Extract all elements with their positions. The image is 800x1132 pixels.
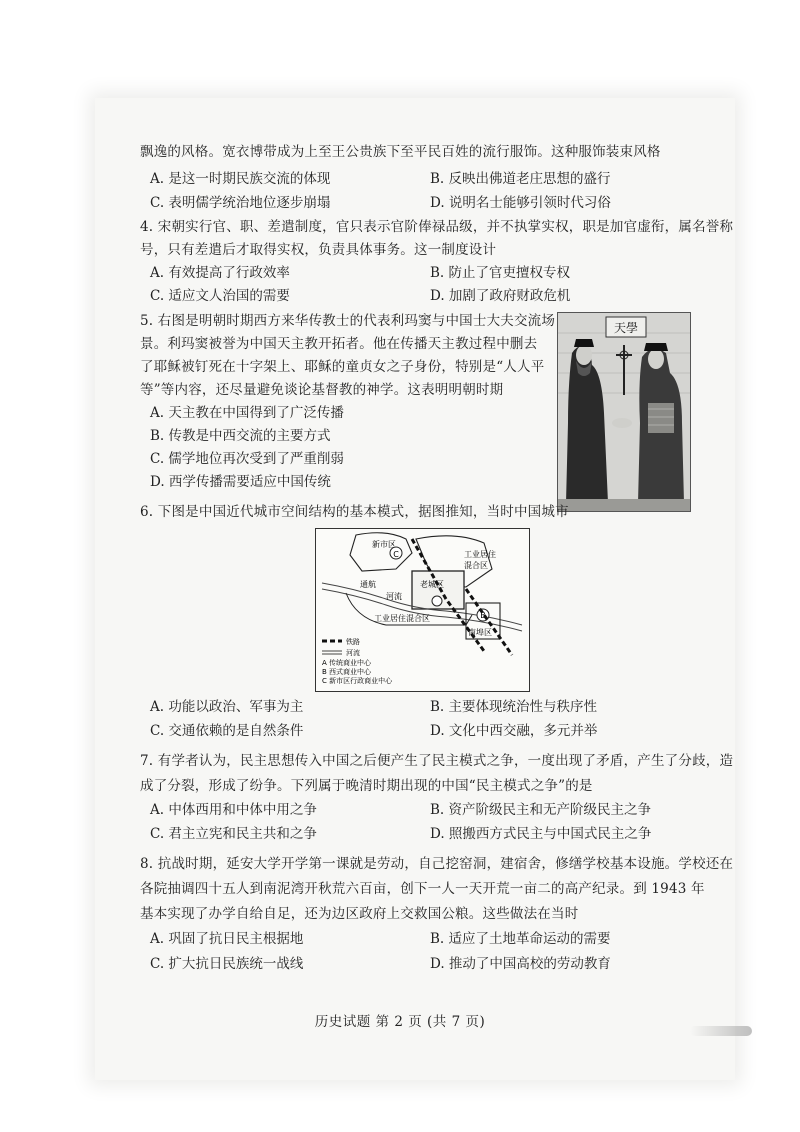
- q5-option-a: A. 天主教在中国得到了广泛传播: [150, 405, 344, 421]
- map-label-concession: 南埠区: [468, 628, 492, 637]
- q4-option-b: B. 防止了官吏擅权专权: [430, 265, 571, 281]
- q7-option-c: C. 君主立宪和民主共和之争: [150, 826, 317, 842]
- q5-stem-line2: 景。利玛窦被誉为中国天主教开拓者。他在传播天主教过程中删去: [140, 336, 538, 352]
- q7-stem-line1: 7. 有学者认为，民主思想传入中国之后便产生了民主模式之争，一度出现了矛盾，产生了分歧，造: [140, 753, 734, 769]
- q3-stem-tail: 飘逸的风格。宽衣博带成为上至王公贵族下至平民百姓的流行服饰。这种服饰装束风格: [140, 144, 661, 160]
- q6-option-d: D. 文化中西交融，多元并举: [430, 723, 598, 739]
- q3-option-d: D. 说明名士能够引领时代习俗: [430, 195, 611, 211]
- legend-b: B 西式商业中心: [322, 668, 372, 676]
- q8-option-c: C. 扩大抗日民族统一战线: [150, 956, 304, 972]
- map-label-new-district: 新市区: [372, 540, 396, 549]
- legend-river: 河流: [346, 649, 360, 657]
- q5-option-b: B. 传教是中西交流的主要方式: [150, 428, 331, 444]
- q4-stem-line2: 号，只有差遣后才取得实权，负责具体事务。这一制度设计: [140, 242, 497, 258]
- map-marker-c: C: [393, 550, 399, 559]
- map-label-industrial-bottom: 工业居住混合区: [374, 614, 430, 623]
- city-structure-map-drawing: [316, 529, 529, 691]
- legend-a: A 传统商业中心: [322, 659, 372, 667]
- q7-option-b: B. 资产阶级民主和无产阶级民主之争: [430, 802, 652, 818]
- map-label-canal-1: 通航: [360, 580, 376, 589]
- q8-option-a: A. 巩固了抗日民主根据地: [150, 931, 304, 947]
- q5-option-d: D. 西学传播需要适应中国传统: [150, 474, 331, 490]
- page-footer: 历史试题 第 2 页 (共 7 页): [314, 1014, 486, 1030]
- map-label-old-city: 老城区: [420, 580, 444, 589]
- q6-option-c: C. 交通依赖的是自然条件: [150, 723, 304, 739]
- legend-rail: 铁路: [346, 638, 360, 646]
- q6-option-b: B. 主要体现统治性与秩序性: [430, 699, 598, 715]
- q7-stem-line2: 成了分裂，形成了纷争。下列属于晚清时期出现的中国“民主模式之争”的是: [140, 778, 593, 794]
- map-label-industrial-2: 混合区: [464, 561, 488, 570]
- map-marker-b: B: [480, 611, 486, 620]
- q4-stem-line1: 4. 宋朝实行官、职、差遣制度，官只表示官阶俸禄品级，并不执掌实权，职是加官虚衔，属名誉称: [140, 219, 734, 235]
- q5-stem-line1: 5. 右图是明朝时期西方来华传教士的代表利玛窦与中国士大夫交流场: [140, 313, 556, 329]
- q8-option-b: B. 适应了土地革命运动的需要: [430, 931, 611, 947]
- plaque-text: 天學: [613, 321, 639, 335]
- ricci-illustration-drawing: [558, 313, 690, 511]
- legend-c: C 新市区行政商业中心: [322, 677, 393, 685]
- q4-option-d: D. 加剧了政府财政危机: [430, 288, 571, 304]
- q5-stem-line3: 了耶稣被钉死在十字架上、耶稣的童贞女之子身份，特别是“人人平: [140, 359, 545, 375]
- q3-option-c: C. 表明儒学统治地位逐步崩塌: [150, 195, 331, 211]
- q7-option-a: A. 中体西用和中体中用之争: [150, 802, 317, 818]
- city-structure-map: [315, 528, 530, 692]
- q6-stem-line1: 6. 下图是中国近代城市空间结构的基本模式，据图推知，当时中国城市: [140, 504, 569, 520]
- q5-option-c: C. 儒学地位再次受到了严重削弱: [150, 451, 344, 467]
- map-label-industrial-1: 工业居住: [464, 550, 496, 559]
- q8-option-d: D. 推动了中国高校的劳动教育: [430, 956, 611, 972]
- q8-stem-line3: 基本实现了办学自给自足，还为边区政府上交救国公粮。这些做法在当时: [140, 906, 579, 922]
- q8-stem-line1: 8. 抗战时期，延安大学开学第一课就是劳动，自己挖窑洞，建宿舍，修缮学校基本设施。学校还在: [140, 856, 734, 872]
- map-label-canal-2: 河流: [386, 592, 402, 601]
- q6-option-a: A. 功能以政治、军事为主: [150, 699, 304, 715]
- q4-option-c: C. 适应文人治国的需要: [150, 288, 290, 304]
- q3-option-b: B. 反映出佛道老庄思想的盛行: [430, 171, 611, 187]
- q7-option-d: D. 照搬西方式民主与中国式民主之争: [430, 826, 652, 842]
- ricci-illustration: [557, 312, 691, 512]
- q4-option-a: A. 有效提高了行政效率: [150, 265, 290, 281]
- q3-option-a: A. 是这一时期民族交流的体现: [150, 171, 331, 187]
- q5-stem-line4: 等”等内容，还尽量避免谈论基督教的神学。这表明明朝时期: [140, 382, 504, 398]
- q8-stem-line2: 各院抽调四十五人到南泥湾开秋荒六百亩，创下一人一天开荒一亩二的高产纪录。到 1943 年: [140, 881, 705, 897]
- scan-smudge: [690, 1026, 752, 1036]
